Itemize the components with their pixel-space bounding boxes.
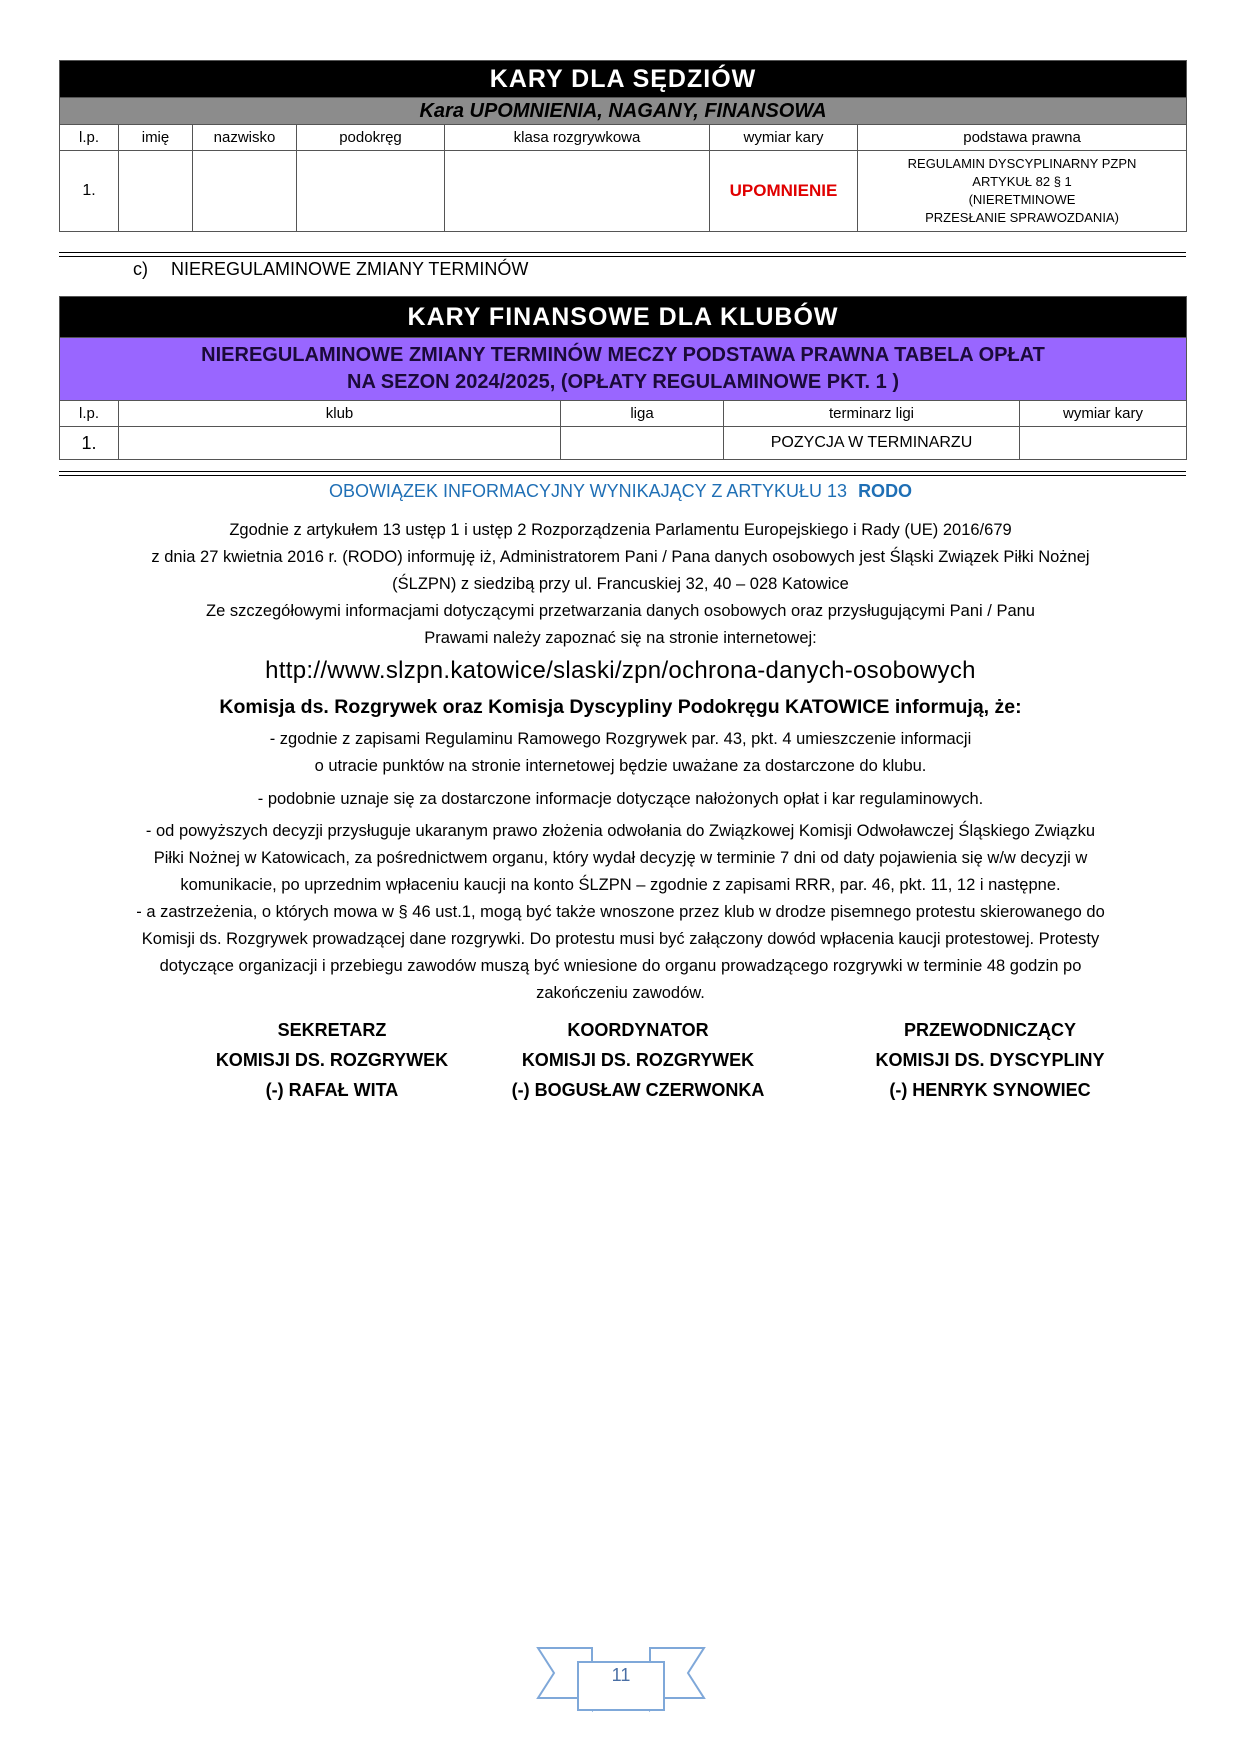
page-number: 11 xyxy=(611,1665,631,1685)
podstawa-line: PRZESŁANIE SPRAWOZDANIA) xyxy=(925,210,1119,225)
clubs-table-title: KARY FINANSOWE DLA KLUBÓW xyxy=(60,297,1187,338)
rodo-heading xyxy=(0,481,1241,502)
table-row xyxy=(60,151,1187,232)
rodo-body xyxy=(0,517,1241,652)
komisja-line: - od powyższych decyzji przysługuje ukaranym prawo złożenia odwołania do Związkowej Komisji Odwoławczej Śląskiego Związku xyxy=(145,822,1096,840)
rodo-line: Zgodnie z artykułem 13 ustęp 1 i ustęp 2 Rozporządzenia Parlamentu Europejskiego i Rady (UE) 2016/679 xyxy=(229,521,1012,539)
signature-name: (-) HENRYK SYNOWIEC xyxy=(889,1080,1091,1100)
rodo-heading-bold: RODO xyxy=(858,481,913,501)
cell-nazwisko xyxy=(193,151,297,232)
col-header-lp: l.p. xyxy=(60,401,119,427)
section-c-label: NIEREGULAMINOWE ZMIANY TERMINÓW xyxy=(171,259,529,279)
cell-terminarz: POZYCJA W TERMINARZU xyxy=(724,427,1020,460)
cell-podokreg xyxy=(297,151,445,232)
section-c-marker: c) xyxy=(133,259,148,279)
referees-table-title: KARY DLA SĘDZIÓW xyxy=(60,61,1187,98)
col-header-wymiar: wymiar kary xyxy=(710,125,858,151)
podstawa-line: ARTYKUŁ 82 § 1 xyxy=(972,174,1072,189)
rodo-line: Prawami należy zapoznać się na stronie internetowej: xyxy=(424,629,817,647)
rodo-line: z dnia 27 kwietnia 2016 r. (RODO) informuję iż, Administratorem Pani / Pana danych osobowych jest Śląski Związek Piłki Nożnej xyxy=(151,548,1090,566)
col-header-imie: imię xyxy=(119,125,193,151)
cell-lp: 1. xyxy=(60,427,119,460)
col-header-wymiar: wymiar kary xyxy=(1020,401,1187,427)
signature-body: KOMISJI DS. DYSCYPLINY xyxy=(875,1050,1105,1070)
komisja-para3 xyxy=(0,818,1241,1007)
col-header-terminarz: terminarz ligi xyxy=(724,401,1020,427)
cell-wymiar-kary xyxy=(1020,427,1187,460)
komisja-line: komunikacie, po uprzednim wpłaceniu kaucji na konto ŚLZPN – zgodnie z zapisami RRR, par. 46, pkt. 11, 12 i następne. xyxy=(180,876,1061,894)
signature-sekretarz xyxy=(167,1015,497,1105)
cell-podstawa-prawna xyxy=(858,151,1187,232)
section-c-heading xyxy=(133,259,528,280)
komisja-line: - a zastrzeżenia, o których mowa w § 46 ust.1, mogą być także wnoszone przez klub w drodze pisemnego protestu skierowanego do xyxy=(136,903,1105,921)
signature-name: (-) BOGUSŁAW CZERWONKA xyxy=(511,1080,765,1100)
col-header-lp: l.p. xyxy=(60,125,119,151)
signature-koordynator xyxy=(473,1015,803,1105)
cell-liga xyxy=(561,427,724,460)
podstawa-line: REGULAMIN DYSCYPLINARNY PZPN xyxy=(907,156,1137,171)
cell-lp: 1. xyxy=(60,151,119,232)
rodo-line: Ze szczegółowymi informacjami dotyczącymi przetwarzania danych osobowych oraz przysługującymi Pani / Panu xyxy=(205,602,1035,620)
signature-role: SEKRETARZ xyxy=(277,1020,387,1040)
clubs-subtitle-line2: NA SEZON 2024/2025, (OPŁATY REGULAMINOWE PKT. 1 ) xyxy=(347,371,899,393)
cell-klub xyxy=(119,427,561,460)
signature-role: KOORDYNATOR xyxy=(567,1020,709,1040)
komisja-para1 xyxy=(0,726,1241,780)
col-header-nazwisko: nazwisko xyxy=(193,125,297,151)
rodo-url-link[interactable]: http://www.slzpn.katowice/slaski/zpn/ochrona-danych-osobowych xyxy=(265,657,976,684)
double-rule-divider xyxy=(59,252,1186,257)
signature-role: PRZEWODNICZĄCY xyxy=(904,1020,1076,1040)
komisja-line: Komisji ds. Rozgrywek prowadzącej dane rozgrywki. Do protestu musi być załączony dowód wpłacenia kaucji protestowej. Protesty xyxy=(141,930,1100,948)
cell-imie xyxy=(119,151,193,232)
komisja-line: dotyczące organizacji i przebiegu zawodów muszą być wniesione do organu prowadzącego rozgrywki w terminie 48 godzin po xyxy=(159,957,1082,975)
col-header-klasa: klasa rozgrywkowa xyxy=(445,125,710,151)
col-header-liga: liga xyxy=(561,401,724,427)
clubs-subtitle-line1: NIEREGULAMINOWE ZMIANY TERMINÓW MECZY PODSTAWA PRAWNA TABELA OPŁAT xyxy=(201,344,1045,366)
komisja-line: - zgodnie z zapisami Regulaminu Ramowego Rozgrywek par. 43, pkt. 4 umieszczenie informacji xyxy=(269,730,972,748)
signature-name: (-) RAFAŁ WITA xyxy=(265,1080,399,1100)
col-header-klub: klub xyxy=(119,401,561,427)
referees-penalty-table xyxy=(59,60,1187,232)
komisja-line: zakończeniu zawodów. xyxy=(536,984,705,1002)
cell-wymiar-kary: UPOMNIENIE xyxy=(710,151,858,232)
col-header-podstawa: podstawa prawna xyxy=(858,125,1187,151)
cell-klasa xyxy=(445,151,710,232)
signature-body: KOMISJI DS. ROZGRYWEK xyxy=(215,1050,449,1070)
komisja-line: Piłki Nożnej w Katowicach, za pośrednictwem organu, który wydał decyzję w terminie 7 dni od daty pojawienia się w/w decyzji w xyxy=(153,849,1088,867)
signature-body: KOMISJI DS. ROZGRYWEK xyxy=(521,1050,755,1070)
clubs-table-subtitle xyxy=(60,338,1187,401)
rodo-line: (ŚLZPN) z siedzibą przy ul. Francuskiej 32, 40 – 028 Katowice xyxy=(392,575,849,593)
signature-przewodniczacy xyxy=(825,1015,1155,1105)
clubs-penalty-table xyxy=(59,296,1187,460)
referees-table-subtitle: Kara UPOMNIENIA, NAGANY, FINANSOWA xyxy=(60,98,1187,125)
komisja-para2: - podobnie uznaje się za dostarczone informacje dotyczące nałożonych opłat i kar regulaminowych. xyxy=(257,790,984,808)
table-row xyxy=(60,427,1187,460)
double-rule-divider xyxy=(59,471,1186,476)
komisja-line: o utracie punktów na stronie internetowej będzie uważane za dostarczone do klubu. xyxy=(314,757,927,775)
podstawa-line: (NIERETMINOWE xyxy=(968,192,1076,207)
col-header-podokreg: podokręg xyxy=(297,125,445,151)
rodo-heading-text: OBOWIĄZEK INFORMACYJNY WYNIKAJĄCY Z ARTYKUŁU 13 xyxy=(328,481,848,501)
komisja-heading: Komisja ds. Rozgrywek oraz Komisja Dyscypliny Podokręgu KATOWICE informują, że: xyxy=(219,696,1022,718)
